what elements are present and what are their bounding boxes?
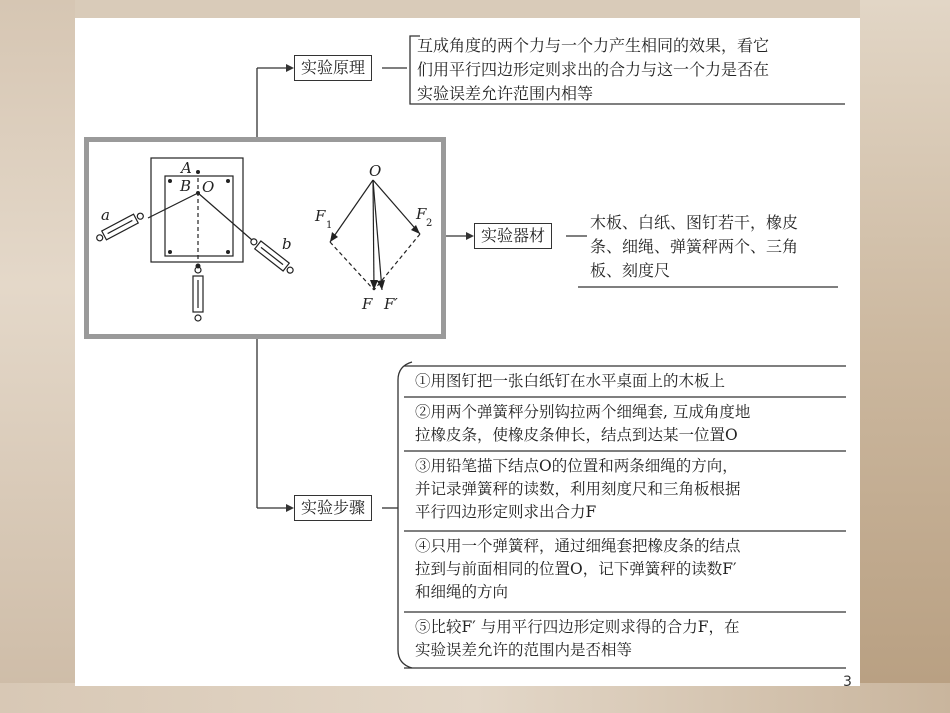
equipment-line-2: 条、细绳、弹簧秤两个、三角 [590, 237, 799, 256]
arrowhead-F2 [411, 225, 420, 234]
vector-F2 [373, 180, 420, 234]
equipment-line-1: 木板、白纸、图钉若干，橡皮 [590, 213, 799, 232]
label-F1: F [315, 207, 326, 225]
step-4-line-2: 拉到与前面相同的位置O，记下弹簧秤的读数F′ [415, 560, 737, 578]
pin-4 [226, 250, 230, 254]
equipment-line-3: 板、刻度尺 [590, 261, 671, 280]
string-right [198, 193, 252, 240]
spring-scale-bottom [193, 267, 203, 321]
pin-3 [168, 250, 172, 254]
step-2-line-2: 拉橡皮条，使橡皮条伸长，结点到达某一位置O [415, 426, 738, 444]
equipment-label: 实验器材 [474, 223, 552, 249]
label-F: F [362, 295, 373, 313]
page-number: 3 [843, 674, 852, 690]
step-4-line-1: ④只用一个弹簧秤，通过细绳套把橡皮条的结点 [415, 537, 741, 555]
label-F2-subscript: 2 [426, 218, 433, 229]
vector-F1 [330, 180, 373, 242]
string-left [148, 193, 198, 218]
step-5-line-1: ⑤比较F′ 与用平行四边形定则求得的合力F，在 [415, 618, 740, 636]
step-2-line-1: ②用两个弹簧秤分别钩拉两个细绳套, 互成角度地 [415, 403, 751, 421]
principle-label: 实验原理 [294, 55, 372, 81]
label-B: B [180, 177, 192, 195]
point-A [196, 170, 200, 174]
step-4-line-3: 和细绳的方向 [415, 583, 509, 601]
label-F1-subscript: 1 [326, 220, 333, 231]
step-5-line-2: 实验误差允许的范围内是否相等 [415, 641, 633, 659]
paper-inner [165, 176, 233, 256]
label-A: A [181, 159, 192, 177]
label-O2: O [369, 162, 382, 180]
label-b: b [282, 235, 292, 253]
label-F2: F [416, 205, 427, 223]
arrowhead-F1 [330, 232, 338, 242]
pin-1 [168, 179, 172, 183]
label-a: a [101, 206, 110, 224]
knot-O [196, 191, 200, 195]
principle-line-3: 实验误差允许范围内相等 [417, 84, 594, 103]
label-Fprime: F′ [384, 295, 398, 313]
step-3-line-1: ③用铅笔描下结点O的位置和两条细绳的方向， [415, 457, 738, 475]
hook-bottom [196, 264, 201, 269]
steps-label: 实验步骤 [294, 495, 372, 521]
step-1-line-1: ①用图钉把一张白纸钉在水平桌面上的木板上 [415, 372, 726, 390]
principle-line-1: 互成角度的两个力与一个力产生相同的效果，看它 [417, 36, 770, 55]
arrowhead-F [370, 280, 378, 290]
label-O: O [202, 178, 215, 196]
principle-line-2: 们用平行四边形定则求出的合力与这一个力是否在 [417, 60, 770, 79]
step-3-line-2: 并记录弹簧秤的读数，利用刻度尺和三角板根据 [415, 480, 741, 498]
parallelogram-edge-1 [330, 242, 374, 290]
pin-2 [226, 179, 230, 183]
step-3-line-3: 平行四边形定则求出合力F [415, 503, 597, 521]
